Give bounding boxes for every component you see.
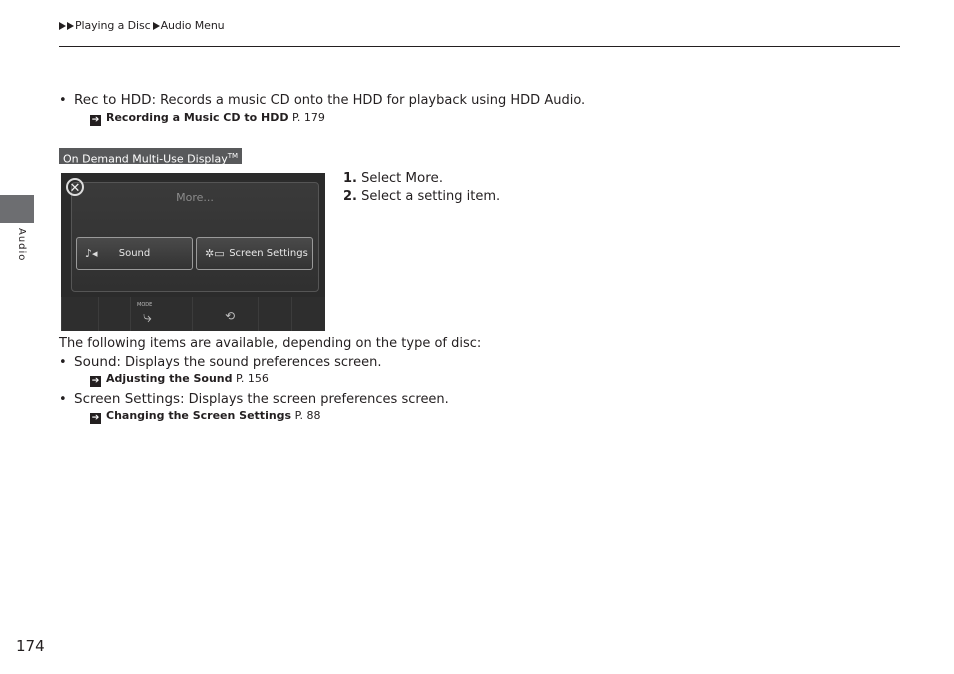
xref-adjusting-the-sound[interactable] bbox=[90, 372, 269, 387]
screen-settings-button[interactable] bbox=[196, 237, 313, 270]
page-number: 174 bbox=[16, 637, 45, 655]
steps bbox=[343, 169, 500, 206]
xref-title: Changing the Screen Settings bbox=[106, 409, 292, 422]
screen-settings-term: Screen Settings bbox=[74, 391, 181, 407]
reference-icon: ➔ bbox=[91, 115, 100, 125]
more-panel bbox=[71, 182, 319, 292]
display-label-text: On Demand Multi-Use Display bbox=[63, 152, 228, 166]
xref-page: P. 179 bbox=[288, 111, 325, 124]
rec-to-hdd-term: Rec to HDD bbox=[74, 92, 152, 108]
sound-desc: : Displays the sound preferences screen. bbox=[116, 355, 382, 370]
sound-icon: ♪◂ bbox=[85, 247, 98, 260]
screen-settings-item: • Screen Settings: Displays the screen preferences screen. bbox=[59, 391, 449, 407]
close-icon[interactable]: ✕ bbox=[66, 178, 84, 196]
mode-button[interactable] bbox=[130, 297, 193, 331]
section-tab bbox=[0, 195, 34, 223]
reference-icon: ➔ bbox=[91, 376, 100, 386]
arrow-icon bbox=[153, 22, 160, 30]
breadcrumb bbox=[59, 19, 225, 32]
display-label bbox=[59, 148, 242, 164]
xref-changing-screen-settings[interactable] bbox=[90, 409, 321, 424]
step-2: 2. Select a setting item. bbox=[343, 189, 501, 204]
section-label: Audio bbox=[16, 228, 27, 262]
breadcrumb-audio-menu[interactable]: Audio Menu bbox=[160, 19, 225, 32]
xref-page: P. 156 bbox=[232, 372, 269, 385]
step-1: 1. Select More. bbox=[343, 170, 443, 186]
screen-settings-desc: : Displays the screen preferences screen. bbox=[180, 392, 449, 407]
breadcrumb-playing-a-disc[interactable]: Playing a Disc bbox=[75, 19, 151, 32]
xref-title: Adjusting the Sound bbox=[106, 372, 233, 385]
mode-label: MODE bbox=[137, 302, 153, 308]
sound-button-label: Sound bbox=[118, 248, 151, 259]
arrow-icon bbox=[67, 22, 74, 30]
sound-item: • Sound: Displays the sound preferences screen. bbox=[59, 354, 382, 370]
recirculation-icon: ⟲ bbox=[225, 309, 236, 323]
more-title: More... bbox=[176, 191, 214, 204]
screen-settings-button-label: Screen Settings bbox=[229, 248, 308, 259]
reference-icon: ➔ bbox=[91, 413, 100, 423]
sound-term: Sound bbox=[74, 354, 117, 370]
rec-to-hdd-item: • Rec to HDD: Records a music CD onto the HDD for playback using HDD Audio. bbox=[59, 92, 586, 108]
rec-to-hdd-desc: : Records a music CD onto the HDD for playback using HDD Audio. bbox=[151, 93, 586, 108]
sound-button[interactable] bbox=[76, 237, 193, 270]
header-rule bbox=[59, 46, 900, 47]
climate-bar bbox=[61, 297, 325, 331]
xref-title: Recording a Music CD to HDD bbox=[106, 111, 289, 124]
arrow-icon bbox=[59, 22, 66, 30]
intro-text: The following items are available, depending on the type of disc: bbox=[59, 336, 482, 351]
screen-settings-icon: ✲▭ bbox=[205, 247, 225, 260]
display-screenshot bbox=[61, 173, 325, 331]
trademark-mark: TM bbox=[227, 152, 239, 160]
seat-airflow-icon: ⤷ bbox=[143, 307, 152, 326]
recirculation-button[interactable] bbox=[192, 297, 259, 331]
xref-recording-music-cd[interactable] bbox=[90, 111, 325, 126]
xref-page: P. 88 bbox=[291, 409, 321, 422]
